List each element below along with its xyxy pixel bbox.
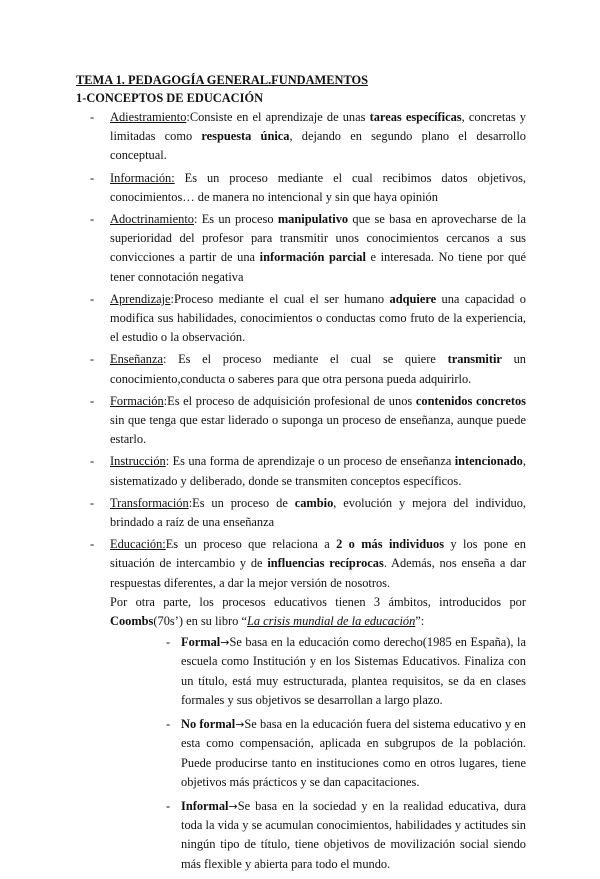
definition-text: :Es el proceso de adquisición profesional de unos	[163, 393, 416, 408]
key-phrase: manipulativo	[277, 212, 349, 227]
definition-text: Es un proceso que relaciona a	[165, 537, 337, 552]
key-phrase: transmitir	[447, 352, 502, 367]
definition-text: sin que tenga que estar liderado o suponga un proceso de enseñanza, aunque puede estarlo.	[110, 413, 526, 447]
definition-text: un conocimiento,conducta o saberes para que otra persona pueda adquirirlo.	[110, 352, 526, 386]
key-phrase: intencionado	[454, 454, 523, 469]
definition-item	[0, 290, 526, 348]
definition-text: :Consiste en el aprendizaje de unas	[186, 110, 370, 124]
scope-name: Formal	[181, 635, 221, 650]
definition-text: :Proceso mediante el cual el ser humano	[170, 291, 390, 306]
bullet-dash: -	[90, 170, 95, 185]
scope-text: Se basa en la educación como derecho(1985 en España), la escuela como Institución y en los Sistemas Educativos. Finaliza con un título, está muy estructurada, plantea requisitos, se da en clases formales y sus objetivos se desarrollan a largo plazo.	[181, 635, 526, 707]
definition-text: , evolución y mejora del individuo, brindado a raíz de una enseñanza	[110, 495, 527, 530]
definition-term: Aprendizaje	[110, 291, 171, 306]
right-arrow-icon: →	[228, 799, 238, 813]
scopes-intro	[110, 593, 526, 631]
definition-item	[0, 452, 526, 490]
definition-text: e interesada. No tiene por qué tener connotación negativa	[110, 250, 526, 284]
definition-item	[0, 169, 526, 207]
definition-term: Adiestramiento	[110, 110, 187, 124]
scope-item	[0, 633, 526, 710]
definition-text: que se basa en aprovecharse de la superioridad del profesor para transmitir unos conocimientos cercanos a sus convicciones a partir de una	[110, 212, 526, 265]
definition-term: Instrucción	[110, 454, 166, 469]
author-name: Coombs	[110, 614, 154, 629]
bullet-dash: -	[90, 212, 95, 227]
definition-term: Formación	[110, 393, 164, 408]
definition-text: : Es un proceso	[193, 212, 278, 227]
scope-text: Se basa en la sociedad y en la realidad educativa, dura toda la vida y se acumulan conocimientos, habilidades y actitudes sin ningún tipo de título, tiene objetivos de movilización social siendo más flexible y abierta para todo el mundo.	[181, 798, 526, 871]
right-arrow-icon: →	[220, 636, 230, 650]
document-title: TEMA 1. PEDAGOGÍA GENERAL.FUNDAMENTOS	[76, 73, 369, 87]
intro-text: (70s’) en su libro “	[153, 614, 247, 629]
definition-text: , concretas y limitadas como	[110, 110, 526, 144]
definition-text: : Es una forma de aprendizaje o un proceso de enseñanza	[165, 454, 455, 469]
scope-name: No formal	[181, 717, 236, 732]
section-title: 1-CONCEPTOS DE EDUCACIÓN	[76, 91, 264, 105]
definition-term: Adoctrinamiento	[110, 212, 194, 227]
bullet-dash: -	[90, 291, 95, 306]
intro-text: Por otra parte, los procesos educativos tienen 3 ámbitos, introducidos por	[110, 594, 526, 609]
definition-term: Enseñanza	[110, 352, 163, 367]
definition-term: Información:	[110, 170, 175, 185]
bullet-dash: -	[166, 798, 171, 813]
key-phrase: contenidos concretos	[415, 393, 526, 408]
definition-text: , sistematizado y deliberado, donde se transmiten conceptos específicos.	[110, 454, 526, 488]
scope-item	[0, 797, 526, 874]
definition-item	[0, 210, 526, 287]
right-arrow-icon: →	[235, 718, 245, 732]
intro-text: ”:	[415, 614, 425, 629]
bullet-dash: -	[90, 454, 95, 469]
key-phrase: influencias recíprocas	[267, 556, 384, 571]
bullet-dash: -	[90, 110, 95, 124]
bullet-dash: -	[166, 717, 171, 732]
definition-term: Transformación	[110, 495, 189, 510]
definition-item	[0, 392, 526, 450]
definition-text: una capacidad o modifica sus habilidades, conocimientos o conductas como fruto de la experiencia, el estudio o la observación.	[110, 291, 527, 345]
scope-name: Informal	[181, 798, 229, 813]
definition-text: , dejando en segundo plano el desarrollo conceptual.	[110, 129, 526, 163]
definition-text: :Es un proceso de	[188, 495, 295, 510]
key-phrase: cambio	[294, 495, 334, 510]
key-phrase: respuesta única	[201, 129, 290, 144]
bullet-dash: -	[166, 635, 171, 650]
bullet-dash: -	[90, 393, 95, 408]
scope-item	[0, 715, 526, 792]
scope-text: Se basa en la educación fuera del sistema educativo y en esta como compensación, aplicada en subgrupos de la población. Puede producirse tanto en instituciones como en otros lugares, tiene objetivos más prácticos y se dan capacitaciones.	[181, 717, 526, 789]
definition-text: y los pone en situación de intercambio y de	[110, 537, 526, 571]
definition-list	[0, 108, 600, 879]
key-phrase: 2 o más individuos	[336, 537, 445, 552]
definition-text: : Es el proceso mediante el cual se quiere	[162, 352, 448, 367]
definition-text: . Además, nos enseña a dar respuestas diferentes, a dar la mejor versión de nosotros.	[110, 556, 526, 590]
bullet-dash: -	[90, 495, 95, 510]
key-phrase: adquiere	[389, 291, 437, 306]
bullet-dash: -	[90, 537, 95, 552]
book-title: La crisis mundial de la educación	[246, 614, 416, 629]
definition-item	[0, 494, 526, 532]
definition-item	[0, 108, 526, 166]
definition-text: Es un proceso mediante el cual recibimos datos objetivos, conocimientos… de manera no intencional y sin que haya opinión	[110, 170, 526, 204]
bullet-dash: -	[90, 352, 95, 367]
key-phrase: tareas específicas	[369, 110, 462, 124]
definition-item	[0, 535, 526, 593]
scope-list	[0, 633, 600, 873]
key-phrase: información parcial	[259, 250, 366, 265]
definition-item	[0, 350, 526, 388]
definition-term: Educación:	[110, 537, 166, 552]
